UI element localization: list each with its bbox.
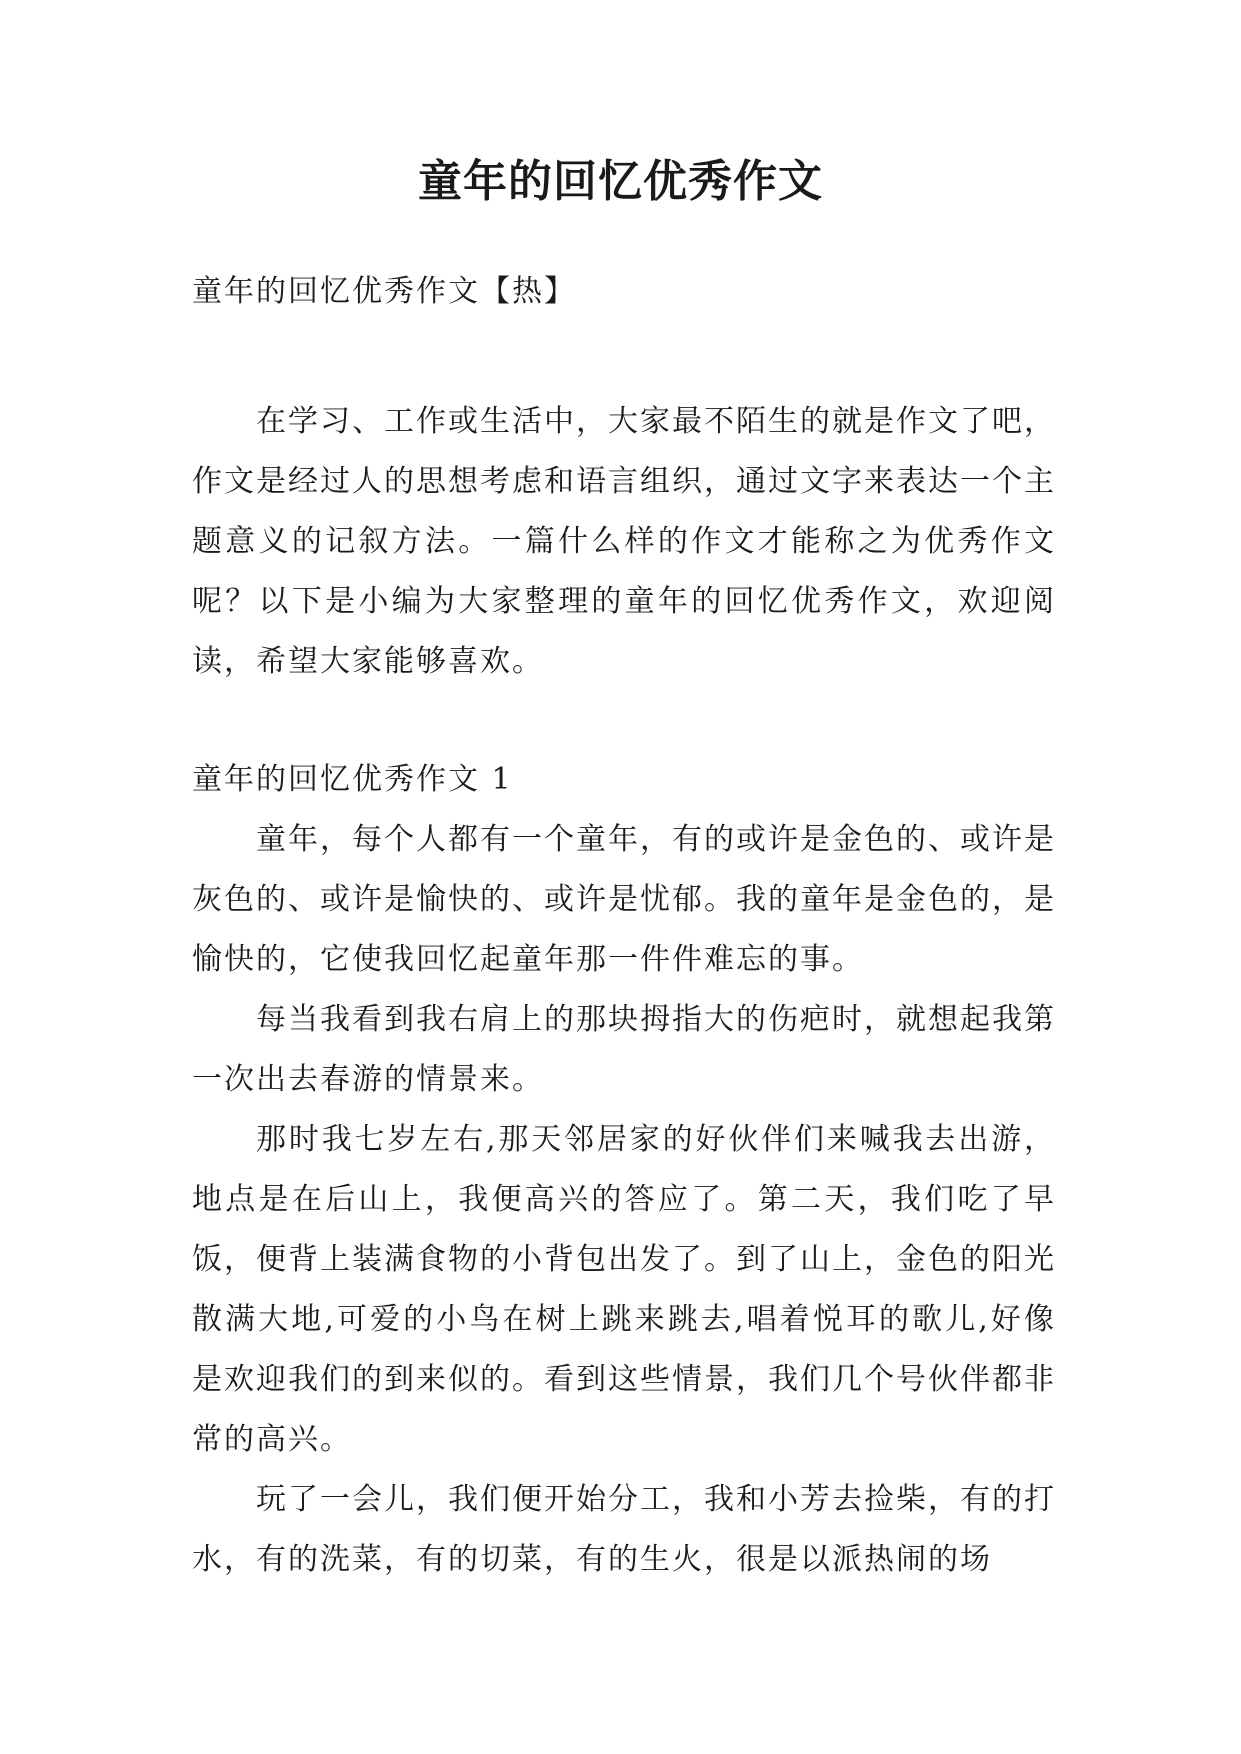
body-paragraph: 那时我七岁左右,那天邻居家的好伙伴们来喊我去出游，地点是在后山上，我便高兴的答应了。第二天，我们吃了早饭，便背上装满食物的小背包出发了。到了山上，金色的阳光散满大地,可爱的小鸟在树上跳来跳去,唱着悦耳的歌儿,好像是欢迎我们的到来似的。看到这些情景，我们几个号伙伴都非常的高兴。 xyxy=(192,1122,1056,1457)
spacer xyxy=(192,322,1056,392)
section-heading: 童年的回忆优秀作文 1 xyxy=(192,762,513,797)
body-paragraph: 童年，每个人都有一个童年，有的或许是金色的、或许是灰色的、或许是愉快的、或许是忧郁。我的童年是金色的，是愉快的，它使我回忆起童年那一件件难忘的事。 xyxy=(192,822,1056,977)
body-paragraph: 每当我看到我右肩上的那块拇指大的伤疤时，就想起我第一次出去春游的情景来。 xyxy=(192,1002,1056,1097)
document-title: 童年的回忆优秀作文 xyxy=(418,156,823,207)
body-paragraph: 玩了一会儿，我们便开始分工，我和小芳去捡柴，有的打水，有的洗菜，有的切菜，有的生火，很是以派热闹的场 xyxy=(192,1482,1056,1577)
document-body xyxy=(192,262,1056,1590)
spacer xyxy=(192,692,1056,750)
document-subtitle: 童年的回忆优秀作文【热】 xyxy=(192,274,576,309)
intro-paragraph: 在学习、工作或生活中，大家最不陌生的就是作文了吧，作文是经过人的思想考虑和语言组织，通过文字来表达一个主题意义的记叙方法。一篇什么样的作文才能称之为优秀作文呢？以下是小编为大家整理的童年的回忆优秀作文，欢迎阅读，希望大家能够喜欢。 xyxy=(192,404,1056,679)
